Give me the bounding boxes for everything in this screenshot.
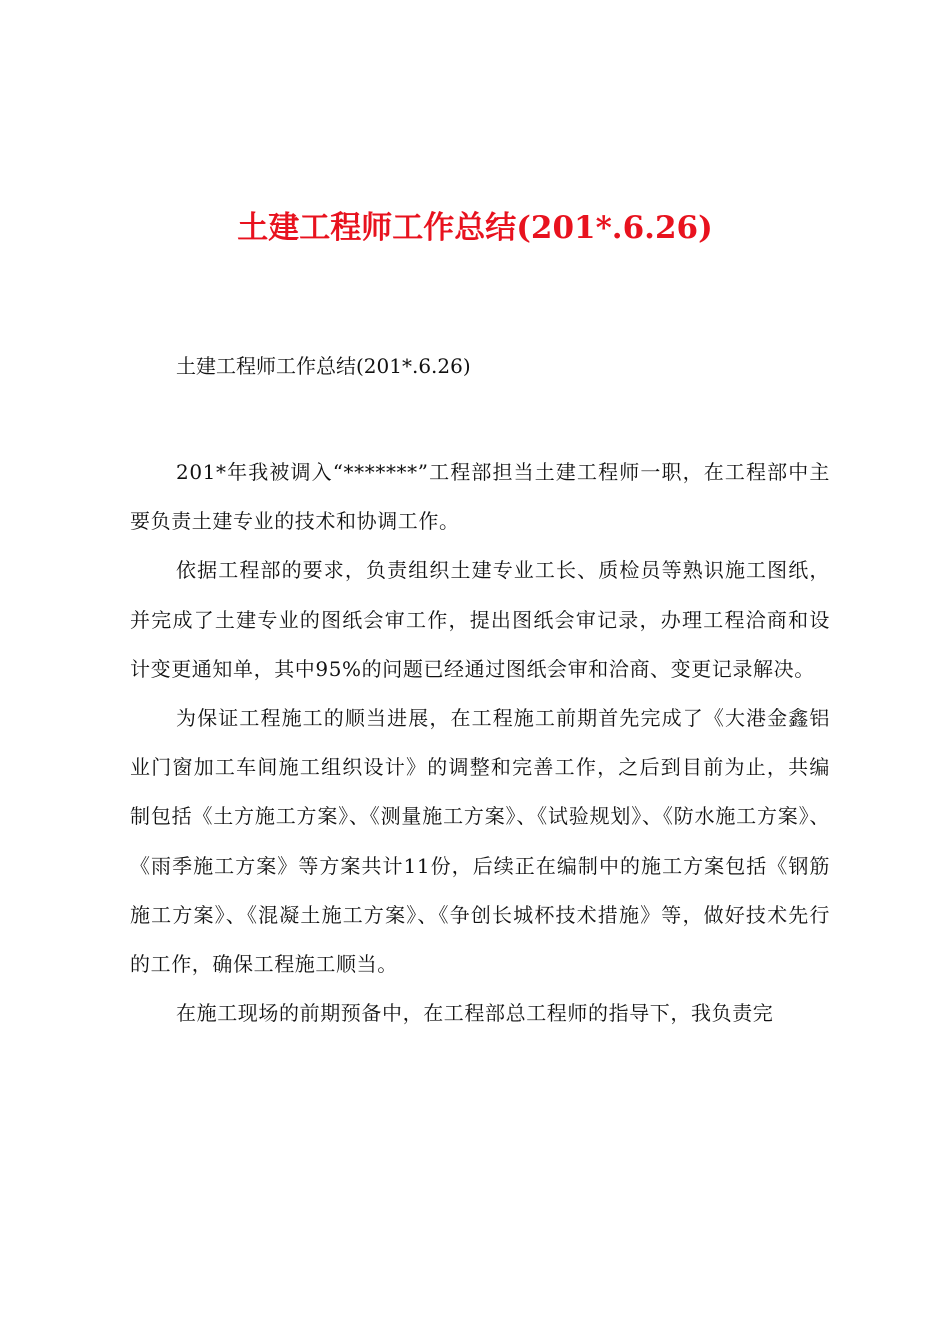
document-subtitle: 土建工程师工作总结(201*.6.26) <box>176 354 471 378</box>
paragraph: 依据工程部的要求，负责组织土建专业工长、质检员等熟识施工图纸，并完成了土建专业的图纸会审工作，提出图纸会审记录，办理工程洽商和设计变更通知单，其中95%的问题已经通过图纸会审和洽商、变更记录解决。 <box>130 558 830 681</box>
document-body <box>130 448 830 1038</box>
document-title: 土建工程师工作总结(201*.6.26) <box>237 210 713 246</box>
paragraph: 201*年我被调入“*******”工程部担当土建工程师一职，在工程部中主要负责土建专业的技术和协调工作。 <box>130 460 830 534</box>
paragraph: 为保证工程施工的顺当进展，在工程施工前期首先完成了《大港金鑫铝业门窗加工车间施工组织设计》的调整和完善工作，之后到目前为止，共编制包括《土方施工方案》、《测量施工方案》、《试验规划》、《防水施工方案》、《雨季施工方案》等方案共计11份，后续正在编制中的施工方案包括《钢筋施工方案》、《混凝土施工方案》、《争创长城杯技术措施》等，做好技术先行的工作，确保工程施工顺当。 <box>130 706 830 977</box>
paragraph: 在施工现场的前期预备中，在工程部总工程师的指导下，我负责完 <box>176 1001 774 1026</box>
